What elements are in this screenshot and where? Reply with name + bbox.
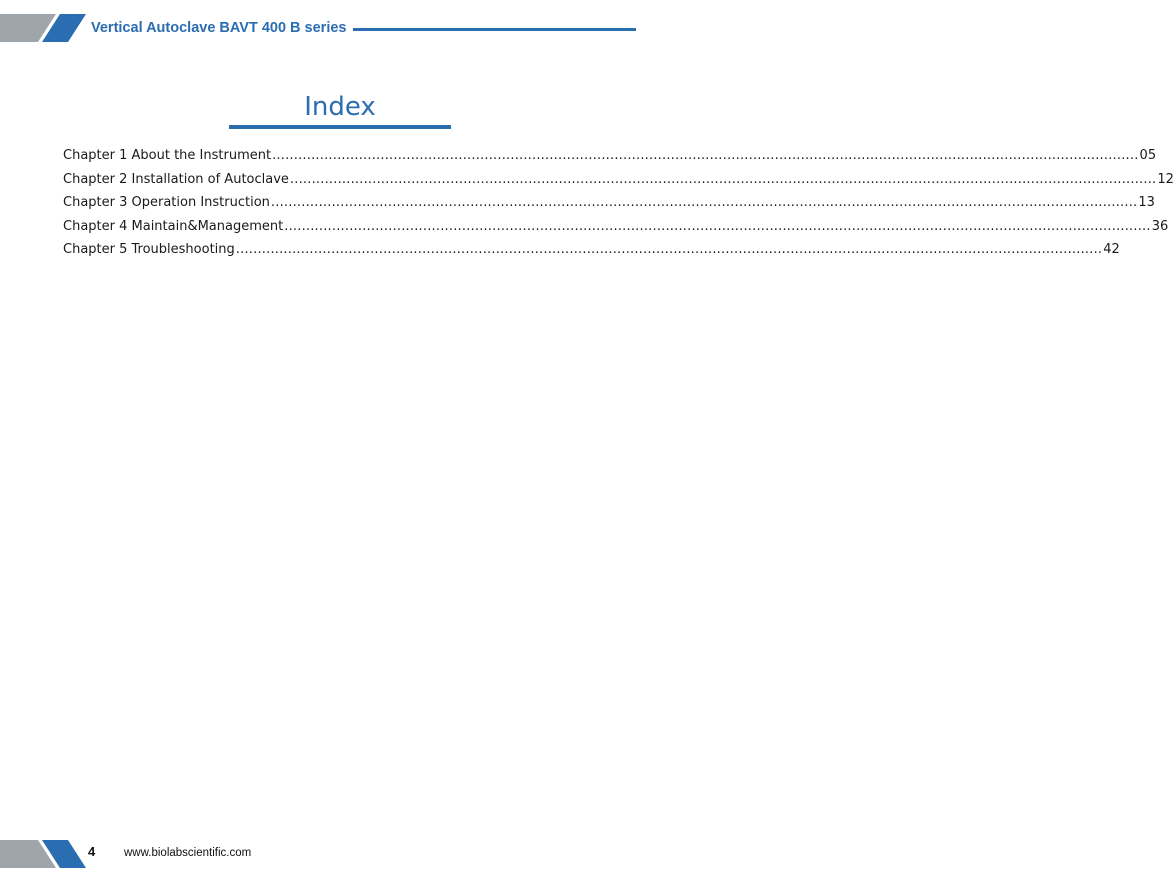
- toc-entry-chapter-4[interactable]: [63, 216, 1169, 240]
- index-heading: Index: [304, 92, 376, 122]
- toc-entry-page: 42: [1103, 242, 1120, 257]
- toc-entry-chapter-3[interactable]: [63, 192, 1155, 216]
- table-of-contents: [63, 145, 1174, 263]
- toc-entry-label: Chapter 3 Operation Instruction: [63, 195, 270, 210]
- toc-dot-leader: ........................................................................................................................................................................................................: [272, 148, 1139, 163]
- toc-entry-label: Chapter 1 About the Instrument: [63, 148, 272, 163]
- toc-entry-label: Chapter 4 Maintain&Management: [63, 218, 284, 234]
- toc-dot-leader: ........................................................................................................................................................................................................: [289, 171, 1157, 187]
- toc-entry-chapter-1[interactable]: [63, 145, 1157, 169]
- toc-entry-chapter-2[interactable]: [63, 169, 1174, 193]
- document-title: Vertical Autoclave BAVT 400 B series: [91, 20, 347, 36]
- toc-entry-label: Chapter 5 Troubleshooting: [63, 242, 235, 257]
- header-rule: [353, 28, 636, 31]
- header-decoration: [0, 14, 90, 42]
- page-number: 4: [88, 844, 96, 859]
- toc-entry-label: Chapter 2 Installation of Autoclave: [63, 171, 289, 187]
- toc-dot-leader: ........................................................................................................................................................................................................: [284, 218, 1151, 234]
- toc-entry-chapter-5[interactable]: [63, 239, 1120, 263]
- toc-entry-page: 05: [1139, 148, 1157, 163]
- toc-entry-page: 12: [1157, 171, 1174, 187]
- toc-dot-leader: ........................................................................................................................................................................................................: [270, 195, 1138, 210]
- index-underline: [229, 125, 451, 129]
- footer-decoration: [0, 840, 90, 868]
- toc-entry-page: 13: [1138, 195, 1155, 210]
- website-link[interactable]: www.biolabscientific.com: [124, 847, 252, 859]
- toc-dot-leader: ........................................................................................................................................................................................................: [235, 242, 1103, 257]
- toc-entry-page: 36: [1151, 218, 1169, 234]
